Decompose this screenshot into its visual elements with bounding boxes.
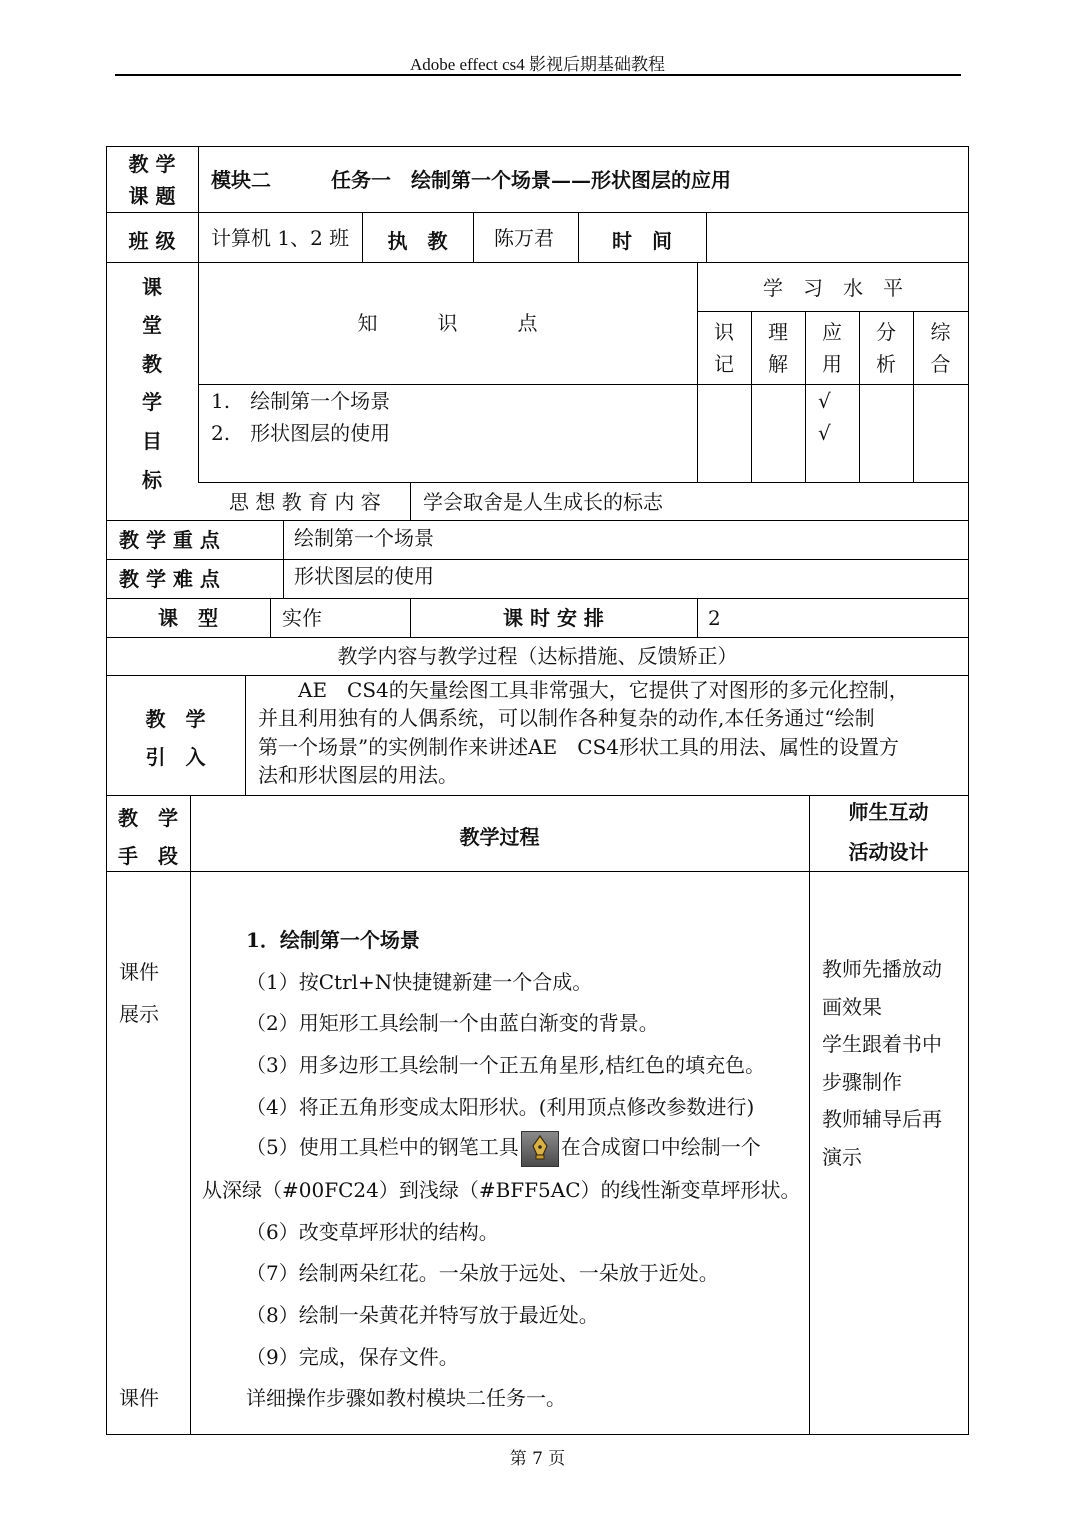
level-top: 分 (876, 320, 896, 344)
header-rule (115, 74, 961, 76)
interaction-line: 教师辅导后再 (822, 1107, 942, 1131)
interaction-line: 学生跟着书中 (822, 1032, 942, 1056)
hours-value: 2 (708, 606, 721, 630)
process-step: （8）绘制一朵黄花并特写放于最近处。 (246, 1303, 599, 1327)
side-char: 教 (142, 352, 162, 376)
ideology-label: 思 想 教 育 内 容 (229, 490, 381, 514)
side-char: 目 (142, 429, 162, 453)
class-label: 班 级 (128, 229, 176, 253)
intro-line: 并且利用独有的人偶系统，可以制作各种复杂的动作,本任务通过“绘制 (258, 706, 875, 730)
process-step: （3）用多边形工具绘制一个正五角星形,桔红色的填充色。 (246, 1053, 766, 1077)
document-header: Adobe effect cs4 影视后期基础教程 (409, 55, 666, 74)
difficulty-label: 教 学 难 点 (119, 567, 220, 591)
process-step: （4）将正五角形变成太阳形状。(利用顶点修改参数进行) (246, 1095, 755, 1119)
means-item: 展示 (119, 1002, 159, 1026)
process-title: 教学内容与教学过程（达标措施、反馈矫正） (337, 644, 738, 668)
level-top: 识 (714, 320, 734, 344)
step5-text-after: 在合成窗口中绘制一个 (560, 1135, 761, 1159)
process-step-5 (246, 1130, 761, 1167)
means-item: 课件 (119, 960, 159, 984)
topic-label-line1: 教 学 (128, 152, 176, 176)
intro-line: AE CS4的矢量绘图工具非常强大，它提供了对图形的多元化控制， (258, 678, 909, 702)
level-bottom: 析 (876, 352, 896, 376)
level-bottom: 合 (930, 352, 951, 376)
process-step: （7）绘制两朵红花。一朵放于远处、一朵放于近处。 (246, 1261, 719, 1285)
level-header: 学 习 水 平 (763, 276, 903, 300)
lesson-topic: 模块二 任务一 绘制第一个场景——形状图层的应用 (211, 168, 731, 192)
process-step: （1）按Ctrl+N快捷键新建一个合成。 (246, 970, 593, 994)
side-char: 课 (142, 275, 162, 299)
interaction-line: 步骤制作 (822, 1070, 902, 1094)
interaction-line: 教师先播放动 (822, 957, 942, 981)
means-item: 课件 (119, 1386, 159, 1410)
time-label: 时 间 (612, 229, 672, 253)
process-detail: 详细操作步骤如教村模块二任务一。 (246, 1386, 566, 1410)
process-heading: 1．绘制第一个场景 (246, 928, 420, 952)
lesson-type-value: 实作 (282, 606, 322, 630)
process-header: 教学过程 (459, 825, 540, 849)
interaction-header-line1: 师生互动 (848, 800, 929, 824)
intro-line: 第一个场景”的实例制作来讲述AE CS4形状工具的用法、属性的设置方 (258, 735, 899, 759)
side-char: 学 (142, 390, 162, 414)
knowledge-header: 知 识 点 (357, 311, 538, 335)
side-char: 标 (142, 468, 162, 492)
process-step: （6）改变草坪形状的结构。 (246, 1220, 499, 1244)
means-header-line2: 手 段 (118, 844, 178, 868)
level-top: 应 (822, 320, 842, 344)
interaction-header-line2: 活动设计 (848, 840, 929, 864)
intro-label-line2: 引 入 (145, 745, 206, 769)
intro-label-line1: 教 学 (145, 707, 206, 731)
class-value: 计算机 1、2 班 (211, 226, 350, 250)
knowledge-point: 2. 形状图层的使用 (211, 421, 391, 445)
page-number: 第 7 页 (509, 1449, 566, 1469)
topic-label-line2: 课 题 (128, 184, 176, 208)
means-header-line1: 教 学 (118, 806, 178, 830)
pen-tool-icon (521, 1131, 559, 1167)
side-char: 堂 (142, 313, 162, 337)
interaction-line: 画效果 (822, 995, 882, 1019)
key-point-label: 教 学 重 点 (119, 528, 220, 552)
hours-label: 课 时 安 排 (503, 606, 604, 630)
level-top: 理 (768, 320, 788, 344)
level-bottom: 记 (714, 352, 734, 376)
interaction-line: 演示 (822, 1145, 862, 1169)
level-top: 综 (930, 320, 951, 344)
process-step: 从深绿（#00FC24）到浅绿（#BFF5AC）的线性渐变草坪形状。 (202, 1178, 801, 1202)
check-mark: √ (818, 421, 831, 445)
knowledge-point: 1. 绘制第一个场景 (211, 389, 391, 413)
level-bottom: 解 (768, 352, 788, 376)
ideology-value: 学会取舍是人生成长的标志 (423, 490, 663, 514)
check-mark: √ (818, 389, 831, 413)
key-point-value: 绘制第一个场景 (294, 526, 434, 550)
process-step: （2）用矩形工具绘制一个由蓝白渐变的背景。 (246, 1011, 659, 1035)
process-step: （9）完成，保存文件。 (246, 1345, 459, 1369)
lesson-type-label: 课 型 (158, 606, 218, 630)
intro-line: 法和形状图层的用法。 (258, 763, 458, 787)
teacher-label: 执 教 (387, 229, 448, 253)
step5-text-before: （5）使用工具栏中的钢笔工具 (246, 1135, 519, 1159)
teacher-value: 陈万君 (494, 226, 554, 250)
level-bottom: 用 (822, 352, 842, 376)
difficulty-value: 形状图层的使用 (294, 564, 434, 588)
